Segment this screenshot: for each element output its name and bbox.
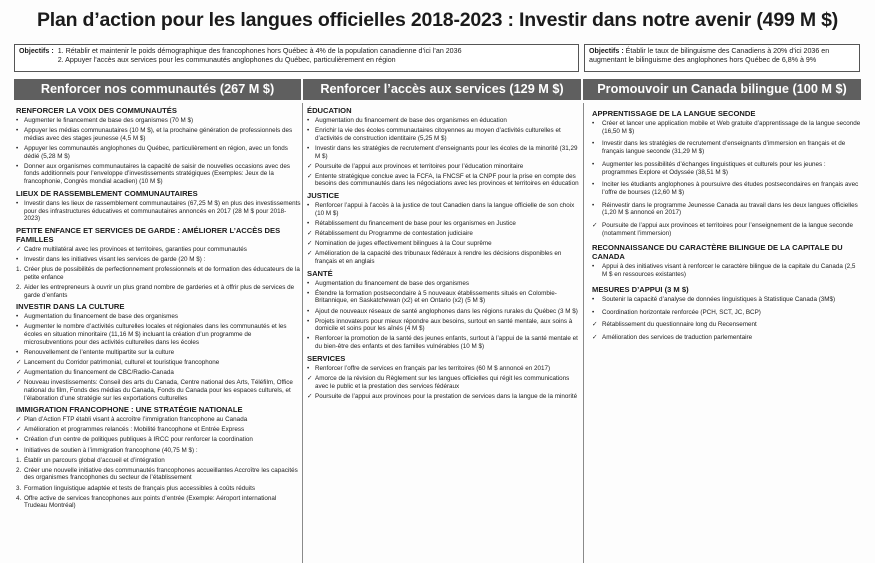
checkmark-icon: ✓ <box>16 369 22 377</box>
list-item <box>307 308 580 316</box>
column-communities <box>16 103 301 563</box>
item-text: Investir dans les initiatives visant les services de garde (20 M $) : <box>24 256 206 263</box>
item-number: 4. <box>16 494 22 502</box>
column-header-services: Renforcer l’accès aux services (129 M $) <box>303 79 581 100</box>
bullet-icon: • <box>16 199 19 207</box>
list-item <box>307 163 580 171</box>
bullet-icon: • <box>16 162 19 170</box>
section-list <box>16 416 301 510</box>
checkmark-icon: ✓ <box>16 245 22 253</box>
item-number: 3. <box>16 484 22 492</box>
list-item <box>592 202 862 217</box>
list-item <box>307 117 580 125</box>
checkmark-icon: ✓ <box>307 162 313 170</box>
bullet-icon: • <box>16 117 19 124</box>
section-heading: IMMIGRATION FRANCOPHONE : UNE STRATÉGIE NATIONALE <box>16 405 243 415</box>
item-text: Amélioration et programmes relancés : Mobilité francophone et Entrée Express <box>24 426 245 434</box>
bullet-icon: • <box>307 127 310 135</box>
objectives-label: Objectifs : <box>589 47 624 55</box>
item-text: Nomination de juges effectivement bilingues à la Cour suprême <box>315 240 492 248</box>
list-item <box>16 117 301 125</box>
list-item <box>16 485 301 493</box>
bullet-icon: • <box>16 256 19 263</box>
item-text: Poursuite de l’appui aux provinces et territoires pour l’éducation minoritaire <box>315 162 524 170</box>
section-list <box>16 117 301 186</box>
list-item <box>16 447 301 455</box>
list-item <box>307 145 580 160</box>
objective-2: 2. Appuyer l’accès aux services pour les communautés anglophones du Québec, particulièrement en région <box>57 56 396 65</box>
list-item <box>307 220 580 228</box>
section-list <box>16 246 301 299</box>
list-item <box>307 335 580 350</box>
item-text: Appuyer les communautés anglophones du Québec, particulièrement en région, avec un fonds dédié (5,28 M $) <box>24 144 288 160</box>
bullet-icon: • <box>307 202 310 210</box>
item-text: Cadre multilatéral avec les provinces et territoires, garanties pour communautés <box>24 245 247 253</box>
section-heading: APPRENTISSAGE DE LA LANGUE SECONDE <box>592 109 756 118</box>
list-item <box>16 467 301 482</box>
column-bilingual <box>592 103 862 563</box>
list-item <box>307 318 580 333</box>
list-item <box>16 495 301 510</box>
objective-1: 1. Rétablir et maintenir le poids démographique des francophones hors Québec à 4% de la population canadienne d’ici l’an 2036 <box>57 47 462 55</box>
item-text: Projets innovateurs pour mieux répondre aux besoins, surtout en santé mentale, aux soins à domicile et soins pour les aînés (4 M $) <box>315 317 573 333</box>
checkmark-icon: ✓ <box>592 321 598 329</box>
item-text: Amélioration de la capacité des tribunaux fédéraux à rendre les décisions disponibles en français et en anglais <box>315 250 562 265</box>
item-number: 1. <box>16 266 22 274</box>
item-text: Renouvellement de l’entente multipartite sur la culture <box>24 348 175 356</box>
item-text: Enrichir la vie des écoles communautaires citoyennes au moyen d’activités culturelles et d’activités de construction identitaire (5,25 M $) <box>315 127 561 142</box>
item-text: Plan d’Action FTP établi visant à accroître l’immigration francophone au Canada <box>24 416 248 424</box>
section-heading: LIEUX DE RASSEMBLEMENT COMMUNAUTAIRES <box>16 188 198 198</box>
item-text: Établir un parcours global d’accueil et d’intégration <box>24 456 165 464</box>
list-item <box>16 416 301 424</box>
bullet-icon: • <box>592 120 595 127</box>
item-text: Investir dans les stratégies de recrutement d’enseignants pour les écoles de la minorité (31,29 M $) <box>315 144 578 160</box>
item-number: 1. <box>16 456 22 464</box>
item-text: Coordination horizontale renforcée (PCH, SCT, JC, BCP) <box>602 308 761 316</box>
item-text: Créer une nouvelle initiative des communautés francophones accueillantes Accroître les capacités des organismes francophones du secteur de l’établissement <box>24 466 298 482</box>
list-item <box>592 161 862 176</box>
list-item <box>16 266 301 281</box>
item-text: Initiatives de soutien à l’immigration francophone (40,75 M $) : <box>24 446 198 454</box>
checkmark-icon: ✓ <box>16 426 22 434</box>
list-item <box>592 309 862 317</box>
item-text: Aider les entrepreneurs à ouvrir un plus grand nombre de garderies et à offrir plus de services de garde d’enfants <box>24 283 295 299</box>
section-list <box>592 296 862 342</box>
section-heading: INVESTIR DANS LA CULTURE <box>16 302 125 312</box>
list-item <box>16 426 301 434</box>
list-item <box>592 140 862 155</box>
item-text: Augmenter le financement de base des organismes (70 M $) <box>24 117 194 124</box>
section-heading: SERVICES <box>307 353 346 363</box>
checkmark-icon: ✓ <box>307 230 313 238</box>
list-item <box>592 296 862 304</box>
list-item <box>307 202 580 217</box>
column-services <box>307 103 580 563</box>
objectives-box-bilingualism <box>584 44 860 72</box>
item-text: Amélioration des services de traduction parlementaire <box>602 333 753 341</box>
list-item <box>307 393 580 401</box>
item-text: Formation linguistique adaptée et tests de français plus accessibles à coûts réduits <box>24 484 256 492</box>
list-item <box>592 120 862 135</box>
bullet-icon: • <box>16 323 19 331</box>
checkmark-icon: ✓ <box>16 416 22 424</box>
column-divider <box>583 103 584 563</box>
column-header-communities: Renforcer nos communautés (267 M $) <box>14 79 301 100</box>
bullet-icon: • <box>307 364 310 372</box>
item-text: Augmenter le nombre d’activités culturelles locales et régionales dans les communautés et les écoles en situation minoritaire (11,16 M $) incluant la création d’un programme de microsubventions pour des activités culturelles dans les écoles <box>24 323 287 346</box>
bullet-icon: • <box>307 279 310 287</box>
list-item <box>16 313 301 321</box>
bullet-icon: • <box>307 317 310 325</box>
bullet-icon: • <box>592 160 595 168</box>
list-item <box>16 200 301 223</box>
section-heading: JUSTICE <box>307 191 340 201</box>
section-list <box>592 120 862 237</box>
item-text: Entente stratégique conclue avec la FCFA, la FNCSF et la CNPF pour la prise en compte des besoins des communautés dans les négociations avec les provinces et territoires en éducation <box>315 172 579 188</box>
section-heading: PETITE ENFANCE ET SERVICES DE GARDE : AMÉLIORER L’ACCÈS DES FAMILLES <box>16 225 281 244</box>
list-item <box>16 127 301 142</box>
section-heading: RENFORCER LA VOIX DES COMMUNAUTÉS <box>16 106 177 115</box>
item-text: Renforcer l’appui à l’accès à la justice de tout Canadien dans la langue officielle de son choix (10 M $) <box>315 202 575 217</box>
item-text: Création d’un centre de politiques publiques à IRCC pour renforcer la coordination <box>24 436 253 444</box>
item-text: Rétablissement du Programme de contestation judiciaire <box>315 230 473 238</box>
list-item <box>16 256 301 264</box>
list-item <box>16 436 301 444</box>
item-text: Investir dans les lieux de rassemblement communautaires (67,25 M $) en plus des investissements pour des infrastructures éducatives et communautaires annoncés en 2017 (28 M $ pour 2018-2023) <box>24 199 301 223</box>
section-list <box>16 313 301 402</box>
list-item <box>16 246 301 254</box>
item-number: 2. <box>16 466 22 474</box>
bullet-icon: • <box>16 446 19 454</box>
list-item <box>16 323 301 346</box>
checkmark-icon: ✓ <box>16 358 22 366</box>
bullet-icon: • <box>307 117 310 124</box>
item-text: Poursuite de l’appui aux provinces pour la prestation de services dans la langue de la minorité <box>315 392 578 400</box>
item-text: Appuyer les médias communautaires (10 M $), et la prochaine génération de professionnels des médias avec des stages jeunesse (4,5 M $) <box>24 127 293 142</box>
section-list <box>307 202 580 265</box>
bullet-icon: • <box>307 144 310 152</box>
list-item <box>307 240 580 248</box>
bullet-icon: • <box>16 144 19 152</box>
checkmark-icon: ✓ <box>592 333 598 341</box>
item-text: Offre active de services francophones aux points d’entrée (Exemple: Aéroport international Trudeau Montréal) <box>24 494 277 510</box>
item-text: Amorce de la révision du Règlement sur les langues officielles qui régit les communications avec le public et la prestation des services fédéraux <box>315 374 570 390</box>
list-item <box>307 365 580 373</box>
list-item <box>16 284 301 299</box>
bullet-icon: • <box>592 140 595 148</box>
bullet-icon: • <box>16 436 19 444</box>
bullet-icon: • <box>16 348 19 356</box>
checkmark-icon: ✓ <box>307 374 313 382</box>
list-item <box>16 369 301 377</box>
list-item <box>16 359 301 367</box>
list-item <box>16 163 301 186</box>
checkmark-icon: ✓ <box>307 250 313 258</box>
list-item <box>592 321 862 329</box>
section-list <box>592 263 862 278</box>
bullet-icon: • <box>592 308 595 316</box>
list-item <box>307 280 580 288</box>
page-title: Plan d’action pour les langues officielles 2018-2023 : Investir dans notre avenir (499 M $) <box>36 9 839 31</box>
column-header-bilingual: Promouvoir un Canada bilingue (100 M $) <box>583 79 861 100</box>
item-text: Donner aux organismes communautaires la capacité de saisir de nouvelles occasions avec des fonds additionnels pour l’enveloppe d’investissements stratégiques (Exemples: Jeux de la francophonie, Congrès mondial acadien) (10 M $) <box>24 162 291 186</box>
list-item <box>592 334 862 342</box>
item-text: Poursuite de l’appui aux provinces et territoires pour l’enseignement de la langue seconde (notamment l’immersion) <box>602 222 853 237</box>
objectives-label: Objectifs : <box>19 47 54 55</box>
item-text: Augmenter les possibilités d’échanges linguistiques et culturels pour les jeunes : programmes Explore et Odyssée (38,51 M $) <box>602 160 826 176</box>
list-item <box>592 222 862 237</box>
list-item <box>307 127 580 142</box>
checkmark-icon: ✓ <box>307 392 313 400</box>
item-text: Créer plus de possibilités de perfectionnement professionnels et de formation des éducateurs de la petite enfance <box>24 266 300 281</box>
list-item <box>592 263 862 278</box>
bullet-icon: • <box>592 201 595 209</box>
list-item <box>592 181 862 196</box>
item-text: Rétablissement du questionnaire long du Recensement <box>602 321 757 329</box>
section-heading: MESURES D’APPUI (3 M $) <box>592 284 689 294</box>
objective-bilingualism: Établir le taux de bilinguisme des Canadiens à 20% d’ici 2036 en augmentant le bilinguisme des anglophones hors Québec de 6,8% à 9% <box>589 47 830 65</box>
checkmark-icon: ✓ <box>592 222 598 230</box>
item-text: Rétablissement du financement de base pour les organismes en Justice <box>315 219 516 227</box>
section-heading: RECONNAISSANCE DU CARACTÈRE BILINGUE DE LA CAPITALE DU CANADA <box>592 243 843 262</box>
item-number: 2. <box>16 283 22 291</box>
list-item <box>307 290 580 305</box>
checkmark-icon: ✓ <box>307 172 313 180</box>
section-list <box>307 365 580 401</box>
column-divider <box>302 103 303 563</box>
list-item <box>16 457 301 465</box>
list-item <box>307 173 580 188</box>
checkmark-icon: ✓ <box>307 240 313 248</box>
item-text: Augmentation du financement de base des organismes <box>315 279 470 287</box>
section-list <box>16 200 301 223</box>
bullet-icon: • <box>592 263 595 271</box>
item-text: Lancement du Corridor patrimonial, culturel et touristique francophone <box>24 358 220 366</box>
item-text: Augmentation du financement de CBC/Radio-Canada <box>24 369 174 377</box>
item-text: Nouveau investissements: Conseil des arts du Canada, Centre national des Arts, Téléfilm, Office national du film, Fonds des médias du Canada, Fonds du Canada pour les espaces culturels, et l’élaboration d’une stratégie sur les exportations culturelles <box>24 379 293 402</box>
bullet-icon: • <box>307 307 310 315</box>
list-item <box>16 145 301 160</box>
item-text: Inciter les étudiants anglophones à poursuivre des études postsecondaires en français avec l’offre de bourses (12,60 M $) <box>602 181 859 196</box>
section-list <box>307 117 580 188</box>
item-text: Créer et lancer une application mobile et Web gratuite d’apprentissage de la langue seconde (16,50 M $) <box>602 120 861 135</box>
bullet-icon: • <box>307 335 310 343</box>
bullet-icon: • <box>16 313 19 321</box>
item-text: Ajout de nouveaux réseaux de santé anglophones dans les régions rurales du Québec (3 M $) <box>315 307 578 315</box>
item-text: Soutenir la capacité d’analyse de données linguistiques à Statistique Canada (3M$) <box>602 295 836 303</box>
checkmark-icon: ✓ <box>16 379 22 387</box>
list-item <box>307 230 580 238</box>
section-list <box>307 280 580 351</box>
list-item <box>16 349 301 357</box>
item-text: Renforcer l’offre de services en français par les territoires (60 M $ annoncé en 2017) <box>315 364 551 372</box>
objectives-box-communities <box>14 44 579 72</box>
bullet-icon: • <box>592 181 595 189</box>
item-text: Augmentation du financement de base des organismes en éducation <box>315 117 507 124</box>
bullet-icon: • <box>307 219 310 227</box>
bullet-icon: • <box>307 289 310 297</box>
item-text: Augmentation du financement de base des organismes <box>24 313 179 321</box>
bullet-icon: • <box>592 295 595 303</box>
item-text: Étendre la formation postsecondaire à 5 nouveaux établissements situés en Colombie-Britannique, en Saskatchewan (x2) et en Ontario (x2) (5 M $) <box>315 289 557 305</box>
item-text: Appui à des initiatives visant à renforcer le caractère bilingue de la capitale du Canada (2,5 M $ en ressources existantes) <box>602 263 856 279</box>
list-item <box>307 250 580 265</box>
item-text: Renforcer la promotion de la santé des jeunes enfants, surtout à l’appui de la santé mentale et du bien-être des enfants et des familles vulnérables (10 M $) <box>315 335 578 351</box>
bullet-icon: • <box>16 127 19 135</box>
section-heading: SANTÉ <box>307 268 333 278</box>
item-text: Réinvestir dans le programme Jeunesse Canada au travail dans les deux langues officielles (1,20 M $ annoncé en 2017) <box>602 201 858 217</box>
list-item <box>16 379 301 402</box>
section-heading: ÉDUCATION <box>307 106 352 115</box>
list-item <box>307 375 580 390</box>
item-text: Investir dans les stratégies de recrutement d’enseignants d’immersion en français et de français langue seconde (31,29 M $) <box>602 140 846 156</box>
